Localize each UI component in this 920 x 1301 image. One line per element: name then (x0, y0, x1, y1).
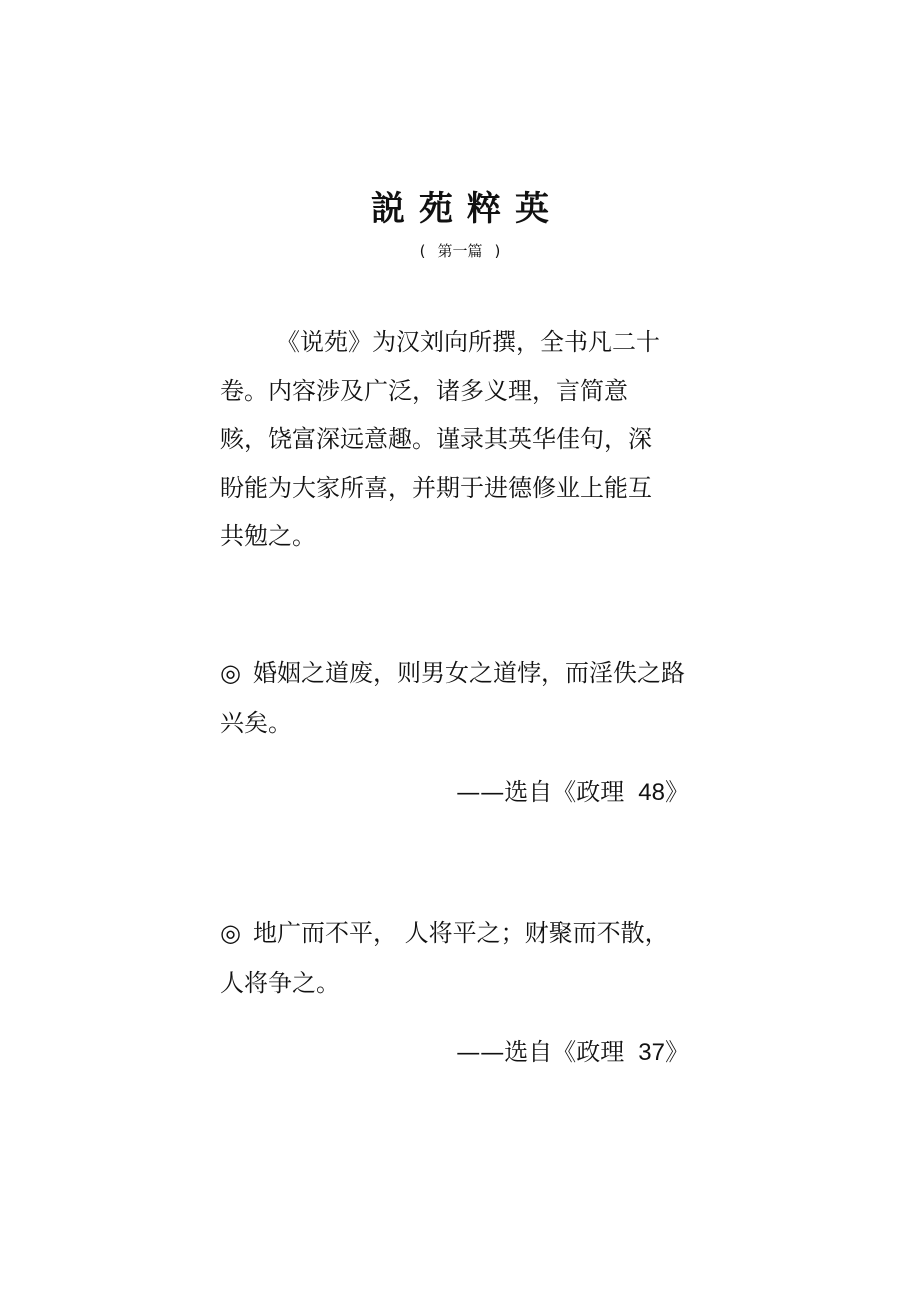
quote-2-source-prefix: ——选自《政理 (456, 1038, 625, 1066)
bullseye-icon: ◎ (220, 659, 241, 687)
quote-2 (220, 908, 690, 1008)
subtitle-open-paren: ( (419, 242, 426, 260)
quote-1-source-number: 48》 (638, 779, 689, 806)
intro-paragraph: 《说苑》为汉刘向所撰，全书凡二十卷。内容涉及广泛，诸多义理，言简意赅，饶富深远意趣。谨录其英华佳句，深盼能为大家所喜，并期于进德修业上能互共勉之。 (220, 328, 660, 550)
quote-1-text: 婚姻之道废，则男女之道悖，而淫佚之路兴矣。 (220, 659, 685, 737)
quote-2-source-number: 37》 (638, 1039, 689, 1066)
subtitle (0, 240, 920, 262)
subtitle-close-paren: ) (494, 242, 501, 260)
quote-2-source (220, 1032, 689, 1073)
quote-2-text: 地广而不平， 人将平之；财聚而不散，人将争之。 (220, 919, 669, 997)
subtitle-text: 第一篇 (437, 242, 483, 260)
bullseye-icon: ◎ (220, 919, 241, 947)
quote-1-source (220, 772, 689, 813)
quote-1-source-prefix: ——选自《政理 (456, 778, 625, 806)
page-title: 説苑粹英 (371, 188, 563, 229)
quote-1 (220, 648, 690, 748)
